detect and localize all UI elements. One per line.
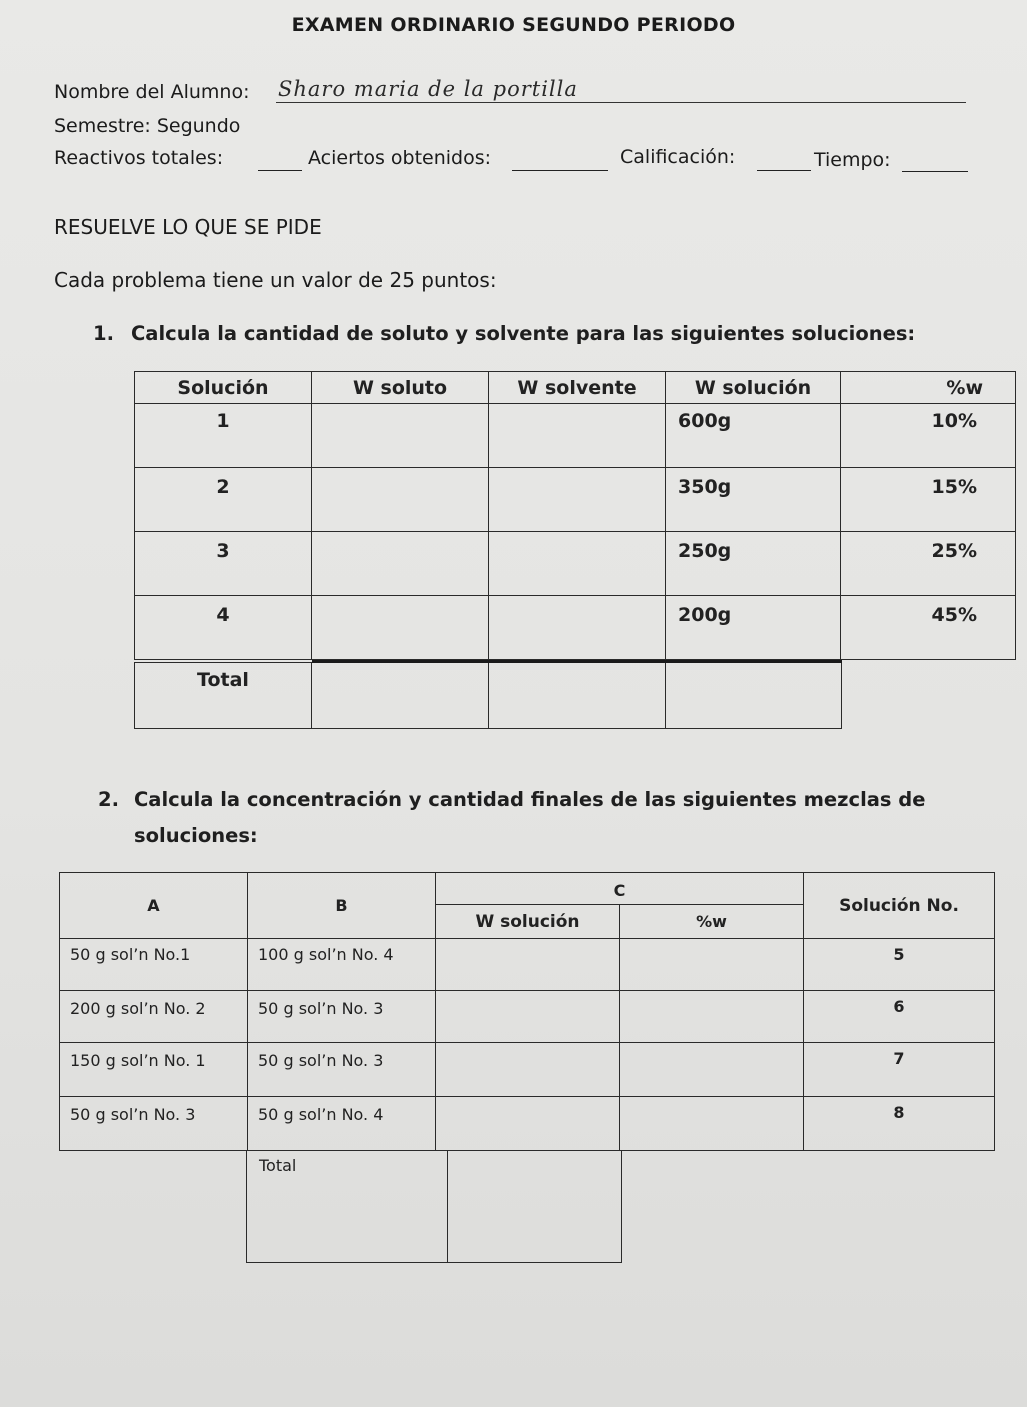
q1-w-soluto-input[interactable] xyxy=(312,596,489,660)
q1-pct-cell: 25% xyxy=(841,532,1016,596)
q1-header-w-solucion: W solución xyxy=(666,372,841,404)
q2-row xyxy=(60,1043,995,1097)
q1-total-label: Total xyxy=(135,663,312,729)
reactivos-field[interactable] xyxy=(258,170,302,171)
q1-total-w-soluto-input[interactable] xyxy=(312,663,489,729)
q1-row xyxy=(135,532,1016,596)
q1-pct-cell: 15% xyxy=(841,468,1016,532)
calificacion-label: Calificación: xyxy=(620,146,736,168)
q1-row xyxy=(135,404,1016,468)
exam-title: EXAMEN ORDINARIO SEGUNDO PERIODO xyxy=(291,14,736,36)
q1-total-row xyxy=(135,663,842,729)
tiempo-field[interactable] xyxy=(902,171,968,172)
semester-label: Semestre: Segundo xyxy=(54,115,241,137)
q1-row xyxy=(135,596,1016,660)
q2-b-cell: 100 g sol’n No. 4 xyxy=(248,939,436,991)
q2-a-cell: 50 g sol’n No. 3 xyxy=(60,1097,248,1151)
q1-solucion-cell: 1 xyxy=(135,404,312,468)
q1-number: 1. xyxy=(93,322,114,345)
q2-total-table xyxy=(246,1150,622,1263)
q1-table xyxy=(134,371,1016,660)
q1-header-solucion: Solución xyxy=(135,372,312,404)
q1-total-divider xyxy=(312,660,842,663)
q2-header-b: B xyxy=(248,873,436,939)
tiempo-label: Tiempo: xyxy=(814,149,891,171)
q2-b-cell: 50 g sol’n No. 3 xyxy=(248,991,436,1043)
student-label: Nombre del Alumno: xyxy=(54,81,250,103)
q1-w-soluto-input[interactable] xyxy=(312,468,489,532)
q2-w-solucion-input[interactable] xyxy=(436,1097,620,1151)
q1-w-solvente-input[interactable] xyxy=(489,404,666,468)
calificacion-field[interactable] xyxy=(757,170,811,171)
q2-total-input[interactable] xyxy=(448,1150,622,1262)
q1-header-w-solvente: W solvente xyxy=(489,372,666,404)
q1-w-solucion-cell: 350g xyxy=(666,468,841,532)
q1-text: Calcula la cantidad de soluto y solvente para las siguientes soluciones: xyxy=(131,322,916,345)
q2-a-cell: 200 g sol’n No. 2 xyxy=(60,991,248,1043)
q2-b-cell: 50 g sol’n No. 3 xyxy=(248,1043,436,1097)
q1-solucion-cell: 2 xyxy=(135,468,312,532)
q2-total-row xyxy=(247,1150,622,1262)
q1-row xyxy=(135,468,1016,532)
aciertos-label: Aciertos obtenidos: xyxy=(308,147,492,169)
q2-header-w-solucion: W solución xyxy=(436,905,620,939)
q1-header-pct: %w xyxy=(841,372,1016,404)
q2-text-line1: Calcula la concentración y cantidad finales de las siguientes mezclas de xyxy=(134,788,926,811)
resuelve-heading: RESUELVE LO QUE SE PIDE xyxy=(54,215,322,239)
q2-number: 2. xyxy=(98,788,119,811)
q2-pct-input[interactable] xyxy=(620,1097,804,1151)
q1-w-solvente-input[interactable] xyxy=(489,596,666,660)
q2-table xyxy=(59,872,995,1151)
q1-w-solvente-input[interactable] xyxy=(489,468,666,532)
q2-header-pct: %w xyxy=(620,905,804,939)
q2-a-cell: 150 g sol’n No. 1 xyxy=(60,1043,248,1097)
valor-text: Cada problema tiene un valor de 25 puntos: xyxy=(54,268,497,292)
q2-w-solucion-input[interactable] xyxy=(436,991,620,1043)
q2-total-label: Total xyxy=(247,1150,448,1262)
q1-w-solucion-cell: 600g xyxy=(666,404,841,468)
q1-header-row xyxy=(135,372,1016,404)
q2-solucion-no-cell: 7 xyxy=(804,1043,995,1097)
q1-w-solucion-cell: 250g xyxy=(666,532,841,596)
q1-w-soluto-input[interactable] xyxy=(312,532,489,596)
q2-text-line2: soluciones: xyxy=(134,824,258,847)
q1-total-w-solvente-input[interactable] xyxy=(489,663,666,729)
q1-pct-cell: 10% xyxy=(841,404,1016,468)
q2-header-a: A xyxy=(60,873,248,939)
q2-row xyxy=(60,939,995,991)
q1-solucion-cell: 3 xyxy=(135,532,312,596)
q2-w-solucion-input[interactable] xyxy=(436,1043,620,1097)
q1-w-solvente-input[interactable] xyxy=(489,532,666,596)
q2-pct-input[interactable] xyxy=(620,1043,804,1097)
q2-w-solucion-input[interactable] xyxy=(436,939,620,991)
q2-b-cell: 50 g sol’n No. 4 xyxy=(248,1097,436,1151)
q1-w-solucion-cell: 200g xyxy=(666,596,841,660)
q1-total-w-solucion-input[interactable] xyxy=(666,663,842,729)
aciertos-field[interactable] xyxy=(512,170,608,171)
q1-w-soluto-input[interactable] xyxy=(312,404,489,468)
q2-solucion-no-cell: 6 xyxy=(804,991,995,1043)
q2-solucion-no-cell: 8 xyxy=(804,1097,995,1151)
q2-header-c: C xyxy=(436,873,804,905)
q1-header-w-soluto: W soluto xyxy=(312,372,489,404)
q1-solucion-cell: 4 xyxy=(135,596,312,660)
q1-total-table xyxy=(134,662,842,729)
q2-solucion-no-cell: 5 xyxy=(804,939,995,991)
q2-header-row-1 xyxy=(60,873,995,905)
q2-pct-input[interactable] xyxy=(620,939,804,991)
q2-pct-input[interactable] xyxy=(620,991,804,1043)
student-name-line[interactable] xyxy=(276,102,966,103)
q2-header-solucion-no: Solución No. xyxy=(804,873,995,939)
q2-row xyxy=(60,991,995,1043)
q2-a-cell: 50 g sol’n No.1 xyxy=(60,939,248,991)
q2-row xyxy=(60,1097,995,1151)
student-name-handwriting: Sharo maria de la portilla xyxy=(278,77,578,101)
reactivos-label: Reactivos totales: xyxy=(54,147,224,169)
q1-pct-cell: 45% xyxy=(841,596,1016,660)
